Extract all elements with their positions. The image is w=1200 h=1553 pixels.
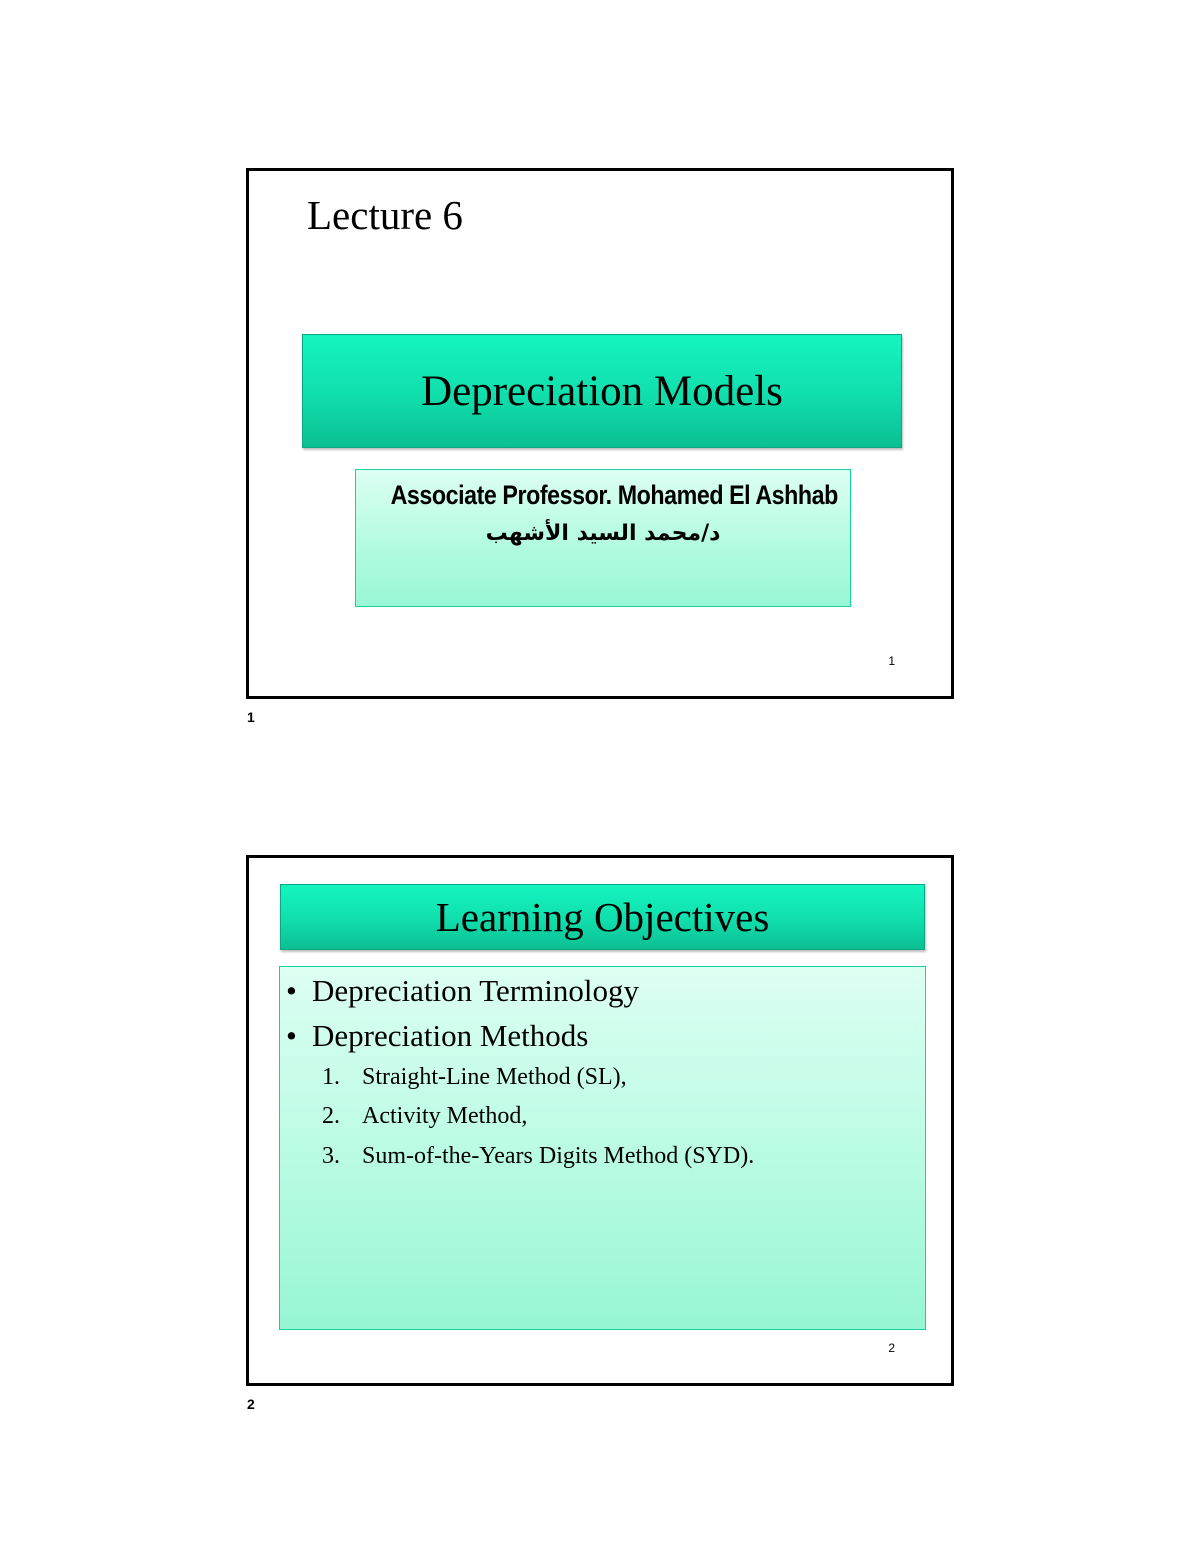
bullet-text: Depreciation Methods [312, 1018, 589, 1053]
slide-2 [246, 855, 954, 1386]
page-label: 1 [247, 709, 255, 725]
item-text: Activity Method, [362, 1103, 528, 1129]
slide-number: 2 [888, 1341, 895, 1355]
lecture-title: Lecture 6 [307, 192, 463, 238]
item-text: Sum-of-the-Years Digits Method (SYD). [362, 1143, 755, 1169]
title-banner [302, 334, 902, 448]
item-text: Straight-Line Method (SL), [362, 1064, 627, 1090]
slide-1 [246, 168, 954, 699]
item-number: 1. [322, 1064, 340, 1090]
bullet-icon: • [286, 1018, 297, 1053]
slide-number: 1 [888, 654, 895, 668]
page-label: 2 [247, 1396, 255, 1412]
banner-title: Learning Objectives [435, 894, 770, 940]
objectives-box [279, 966, 926, 1330]
author-name-arabic: د/محمد السيد الأشهب [485, 521, 721, 546]
item-number: 2. [322, 1103, 340, 1129]
author-box [355, 469, 851, 607]
banner-title: Depreciation Models [421, 367, 783, 415]
list-item [286, 1018, 588, 1054]
bullet-text: Depreciation Terminology [312, 973, 639, 1008]
bullet-icon: • [286, 973, 297, 1008]
list-item [322, 1103, 527, 1130]
author-name-english: Associate Professor. Mohamed El Ashhab [390, 480, 838, 510]
list-item [322, 1064, 627, 1091]
item-number: 3. [322, 1143, 340, 1169]
list-item [322, 1143, 754, 1170]
list-item [286, 973, 639, 1009]
title-banner [280, 884, 925, 950]
